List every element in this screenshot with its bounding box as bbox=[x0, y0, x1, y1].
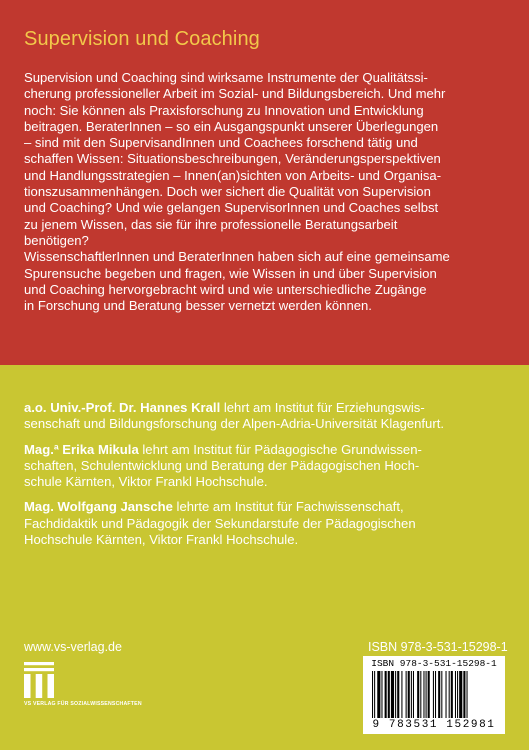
author-name: a.o. Univ.-Prof. Dr. Hannes Krall bbox=[24, 400, 221, 415]
description-line: Spurensuche begeben und fragen, wie Wissen in und über Supervision bbox=[24, 265, 437, 281]
author-bio-text: senschaft und Bildungsforschung der Alpen-Adria-Universität Klagenfurt. bbox=[24, 416, 444, 432]
description-line: cherung professioneller Arbeit im Sozial- und Bildungsbereich. Und mehr bbox=[24, 86, 446, 102]
author-bio-text: lehrt am Institut für Pädagogische Grundwissen- bbox=[138, 441, 422, 457]
author-bio-text: schaften, Schulentwicklung und Beratung der Pädagogischen Hoch- bbox=[24, 457, 420, 473]
description-line: schaffen Wissen: Situationsbeschreibungen, Veränderungsperspektiven bbox=[24, 151, 441, 167]
publisher-logo-caption: VS VERLAG FÜR SOZIALWISSENSCHAFTEN bbox=[24, 701, 142, 707]
isbn-barcode bbox=[363, 656, 505, 734]
description-line: in Forschung und Beratung besser vernetzt werden können. bbox=[24, 298, 372, 314]
author-bio-text: lehrt am Institut für Erziehungswis- bbox=[220, 400, 425, 415]
description-line: und Coaching hervorgebracht wird und wie unterschiedliche Zugänge bbox=[24, 281, 427, 297]
publisher-url: www.vs-verlag.de bbox=[24, 640, 122, 654]
author-bio-text: Hochschule Kärnten, Viktor Frankl Hochschule. bbox=[24, 532, 299, 548]
author-bio-text: lehrte am Institut für Fachwissenschaft, bbox=[172, 499, 404, 515]
description-line: Supervision und Coaching sind wirksame Instrumente der Qualitätssi- bbox=[24, 70, 428, 85]
author-bio bbox=[24, 400, 514, 433]
barcode-digits: 9 783531 152981 bbox=[372, 719, 496, 731]
author-bio-text: schule Kärnten, Viktor Frankl Hochschule. bbox=[24, 474, 268, 490]
author-bio bbox=[24, 442, 514, 491]
book-title: Supervision und Coaching bbox=[24, 28, 260, 50]
author-bio bbox=[24, 499, 514, 548]
author-name: Mag.ª Erika Mikula bbox=[24, 441, 139, 457]
barcode-isbn-text: ISBN 978-3-531-15298-1 bbox=[371, 658, 497, 669]
description-line: und Coaching? Und wie gelangen SupervisorInnen und Coaches selbst bbox=[24, 200, 439, 216]
description-panel bbox=[0, 0, 529, 365]
book-description bbox=[24, 70, 502, 314]
publisher-logo-icon bbox=[24, 662, 174, 702]
description-line: – sind mit den SupervisandInnen und Coachees forschend tätig und bbox=[24, 135, 418, 151]
description-line: beitragen. BeraterInnen – so ein Ausgangspunkt unserer Überlegungen bbox=[24, 118, 439, 134]
description-line: zu jenem Wissen, das sie für ihre professionelle Beratungsarbeit bbox=[24, 216, 398, 232]
isbn-label: ISBN 978-3-531-15298-1 bbox=[368, 640, 508, 654]
description-line: noch: Sie können als Praxisforschung zu Innovation und Entwicklung bbox=[24, 102, 424, 118]
description-line: benötigen? bbox=[24, 232, 89, 248]
author-name: Mag. Wolfgang Jansche bbox=[24, 499, 173, 515]
description-line: tionszusammenhängen. Doch wer sichert die Qualität von Supervision bbox=[24, 184, 431, 200]
description-line: WissenschaftlerInnen und BeraterInnen haben sich auf eine gemeinsame bbox=[24, 249, 450, 265]
author-bio-text: Fachdidaktik und Pädagogik der Sekundarstufe der Pädagogischen bbox=[24, 515, 416, 531]
author-bios bbox=[24, 400, 514, 557]
description-line: und Handlungsstrategien – Innen(an)sichten von Arbeits- und Organisa- bbox=[24, 167, 442, 183]
